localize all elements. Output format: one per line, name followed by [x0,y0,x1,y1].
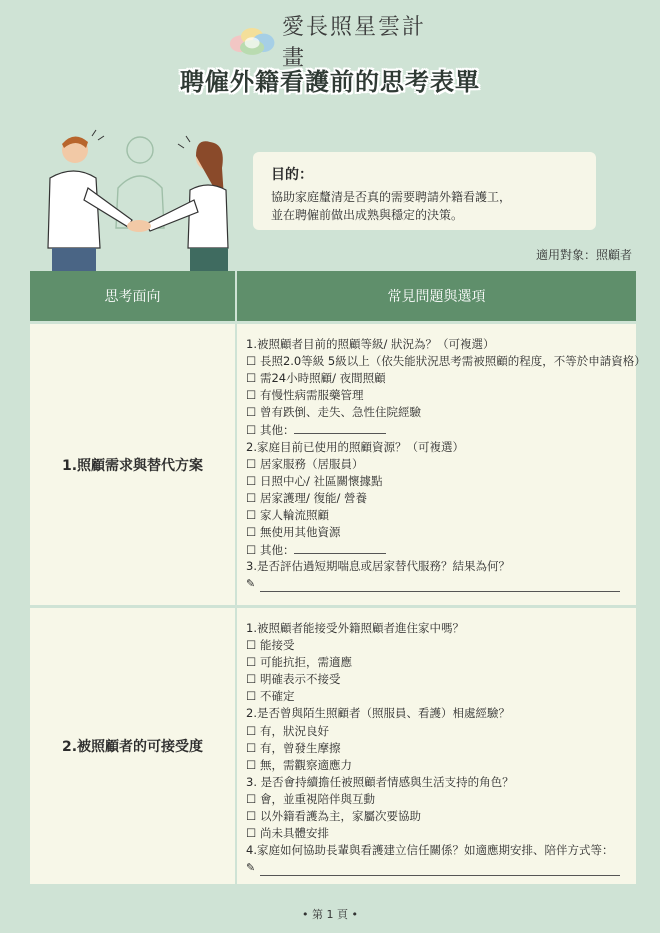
option-checkbox[interactable]: ☐ 有，曾發生摩擦 [246,740,341,755]
question-line: 4.家庭如何協助長輩與看護建立信任關係？如適應期安排、陪伴方式等： [246,843,614,858]
option-other[interactable] [246,541,630,558]
header-questions: 常見問題與選項 [237,271,636,321]
option-other-label: ☐ 其他： [246,423,295,438]
table-header [30,271,636,321]
aspect-label: 2.被照顧者的可接受度 [30,608,235,884]
option-checkbox[interactable]: ☐ 會，並重視陪伴與互動 [246,791,375,806]
option-checkbox[interactable]: ☐ 需24小時照顧/ 夜間照顧 [246,371,386,386]
header-aspect: 思考面向 [30,271,235,321]
write-in-line[interactable] [246,575,630,592]
option-checkbox[interactable]: ☐ 明確表示不接受 [246,672,341,687]
write-in-line[interactable] [246,859,630,876]
answer-rule[interactable] [260,581,620,592]
pencil-icon: ✎ [246,577,256,591]
question-line: 2.家庭目前已使用的照顧資源？（可複選） [246,439,464,454]
option-checkbox[interactable]: ☐ 居家護理/ 復能/ 營養 [246,490,368,505]
question-line: 3.是否評估過短期喘息或居家替代服務？結果為何？ [246,559,510,574]
option-checkbox[interactable]: ☐ 日照中心/ 社區關懷據點 [246,473,383,488]
option-checkbox[interactable]: ☐ 以外籍看護為主，家屬次要協助 [246,809,421,824]
logo [228,15,438,71]
pencil-icon: ✎ [246,861,256,875]
option-checkbox[interactable]: ☐ 家人輪流照顧 [246,507,329,522]
purpose-box [253,152,596,230]
purpose-title: 目的： [271,167,313,183]
page-number: • 第 1 頁 • [302,908,358,921]
question-line: 2.是否曾與陌生照顧者（照服員、看護）相處經驗？ [246,706,510,721]
purpose-line: 協助家庭釐清是否真的需要聘請外籍看護工， [271,190,512,204]
option-checkbox[interactable]: ☐ 有，狀況良好 [246,723,329,738]
cloud-logo-icon [228,24,280,58]
question-line: 3. 是否會持續擔任被照顧者情感與生活支持的角色？ [246,774,514,789]
option-checkbox[interactable]: ☐ 有慢性病需服藥管理 [246,388,364,403]
option-checkbox[interactable]: ☐ 能接受 [246,638,295,653]
option-checkbox[interactable]: ☐ 曾有跌倒、走失、急性住院經驗 [246,405,421,420]
question-cell [237,608,636,884]
purpose-line: 並在聘僱前做出成熟與穩定的決策。 [271,208,464,222]
option-checkbox[interactable]: ☐ 尚未具體安排 [246,826,329,841]
option-checkbox[interactable]: ☐ 不確定 [246,689,295,704]
page-title: 聘僱外籍看護前的思考表單 [180,68,480,96]
question-line: 1.被照顧者目前的照顧等級/ 狀況為？（可複選） [246,337,495,351]
other-blank[interactable] [294,541,386,554]
option-other-label: ☐ 其他： [246,543,295,558]
option-checkbox[interactable]: ☐ 無，需觀察適應力 [246,757,352,772]
option-checkbox[interactable]: ☐ 長照2.0等級 5級以上（依失能狀況思考需被照顧的程度，不等於申請資格） [246,354,646,369]
other-blank[interactable] [294,421,386,434]
option-checkbox[interactable]: ☐ 可能抗拒，需適應 [246,655,352,670]
answer-rule[interactable] [260,865,620,876]
table-row [30,608,636,884]
option-checkbox[interactable]: ☐ 無使用其他資源 [246,525,341,540]
aspect-label: 1.照顧需求與替代方案 [30,324,235,605]
handshake-illustration-icon [30,128,240,273]
logo-text: 愛長照星雲計畫 [282,15,427,71]
option-other[interactable] [246,421,630,438]
table-row [30,324,646,605]
target-audience: 適用對象：照顧者 [535,248,632,262]
question-cell [237,324,646,605]
option-checkbox[interactable]: ☐ 居家服務（居服員） [246,456,364,471]
thinking-form-table [30,271,646,884]
question-line: 1.被照顧者能接受外籍照顧者進住家中嗎？ [246,621,464,635]
